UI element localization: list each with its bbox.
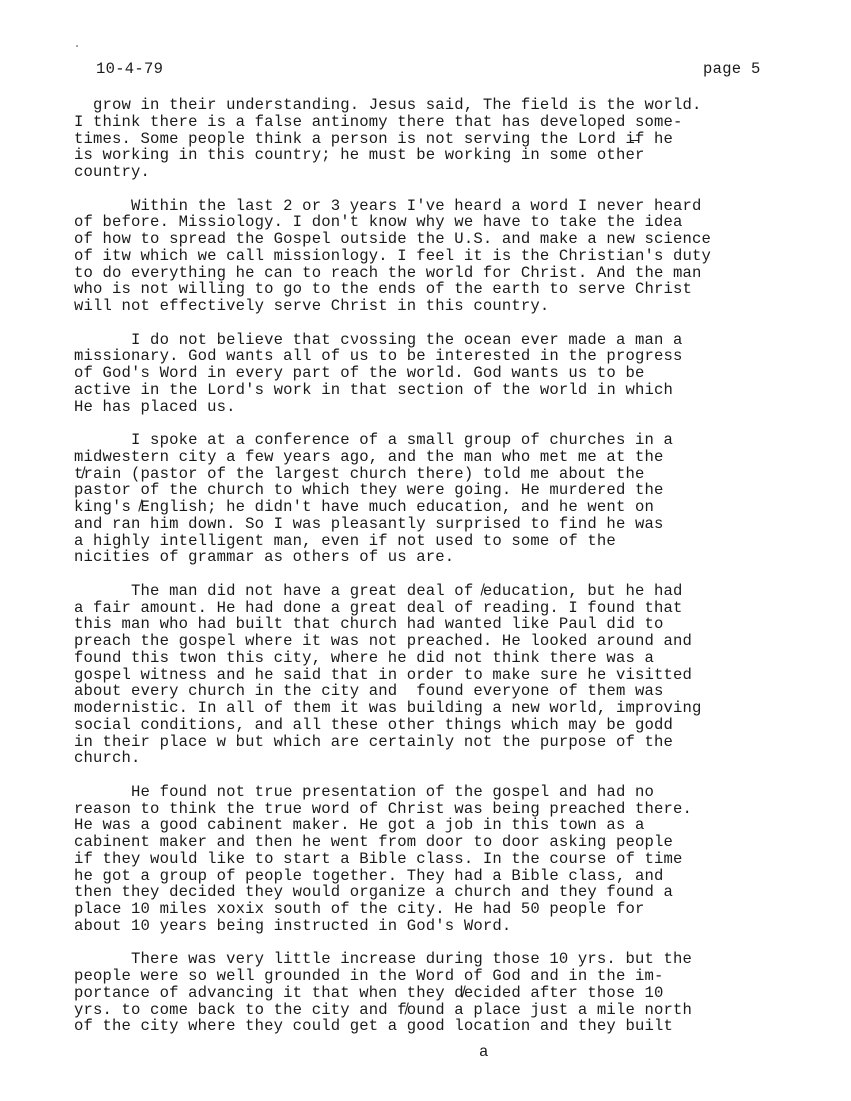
text-line: church. [74,749,141,768]
text-line: of the city where they could get a good location and they built [74,1017,673,1036]
text-line: of itw which we call missionlogy. I feel it is the Christian's duty [74,246,712,265]
text-line: I spoke at a conference of a small group of churches in a [74,431,673,449]
text-line: of how to spread the Gospel outside the U.S. and make a new science [74,230,712,248]
text-line: missionary. God wants all of us to be interested in the progress [74,347,683,366]
text-line: to do everything he can to reach the world for Christ. And the man [74,263,702,282]
text-line: social conditions, and all these other things which may be godd [74,715,673,734]
text-line: people were so well grounded in the Word of God and in the im- [74,967,664,985]
text-line: He was a good cabinent maker. He got a job in this town as a [74,816,645,835]
text-line: and ran him down. So I was pleasantly surprised to find he was [74,514,664,533]
paper-speck [76,45,78,47]
text-line: a highly intelligent man, even if not used to some of the [74,531,616,550]
header-date: 10-4-79 [96,60,164,78]
text-line: preach the gospel where it was not preached. He looked around and [74,632,693,650]
text-line: found this twon this city, where he did not think there was a [74,648,654,667]
text-line: midwestern city a few years ago, and the man who met me at the [74,447,664,466]
text-line: he got a group of people together. They had a Bible class, and [74,866,664,885]
text-line: country. [74,163,151,181]
text-line: t̸rain (pastor of the largest church there) told me about the [74,464,645,483]
text-line: yrs. to come back to the city and f̸ound a place just a mile north [74,1000,693,1019]
text-line: gospel witness and he said that in order to make sure he visitted [74,665,693,684]
text-line: place 10 miles xoxix south of the city. He had 50 people for [74,900,645,918]
text-line: He has placed us. [74,397,236,416]
text-line: about 10 years being instructed in God's Word. [74,916,512,935]
text-line: in their place w but which are certainly not the purpose of the [74,732,673,751]
text-line: pastor of the church to which they were going. He murdered the [74,481,664,500]
text-line: who is not willing to go to the ends of the earth to serve Christ [74,280,693,299]
text-line: of before. Missiology. I don't know why we have to take the idea [74,213,683,232]
text-line: king's ̸English; he didn't have much education, and he went on [74,498,654,516]
text-line: modernistic. In all of them it was building a new world, improving [74,699,702,717]
text-line: Within the last 2 or 3 years I've heard a word I never heard [74,196,702,215]
text-line: I think there is a false antinomy there that has developed some- [74,112,683,131]
text-line: will not effectively serve Christ in this country. [74,297,550,315]
text-line: active in the Lord's work in that section of the world in which [74,380,673,399]
text-line: portance of advancing it that when they d̸ecided after those 10 [74,983,664,1002]
text-line: about every church in the city and found everyone of them was [74,682,664,701]
text-line: if they would like to start a Bible class. In the course of time [74,849,683,868]
text-line: grow in their understanding. Jesus said, The field is the world. [74,96,702,114]
text-line: times. Some people think a person is not serving the Lord i̶f he [74,129,673,148]
text-line: of God's Word in every part of the world. God wants us to be [74,364,645,382]
text-line: The man did not have a great deal of ̸education, but he had [74,581,683,600]
text-line: cabinent maker and then he went from door to door asking people [74,833,673,851]
header-page-number: page 5 [703,60,761,78]
text-line: reason to think the true word of Christ was being preached there. [74,799,693,818]
text-line: nicities of grammar as others of us are. [74,548,455,567]
text-line: then they decided they would organize a church and they found a [74,883,673,902]
text-line: He found not true presentation of the gospel and had no [74,782,654,801]
text-line: I do not believe that cνossing the ocean ever made a man a [74,330,683,349]
text-line: is working in this country; he must be working in some other [74,146,645,165]
text-line: a fair amount. He had done a great deal of reading. I found that [74,598,683,617]
text-line: this man who had built that church had wanted like Paul did to [74,615,664,634]
text-line: There was very little increase during those 10 yrs. but the [74,950,693,969]
footer-mark: a [479,1043,489,1061]
